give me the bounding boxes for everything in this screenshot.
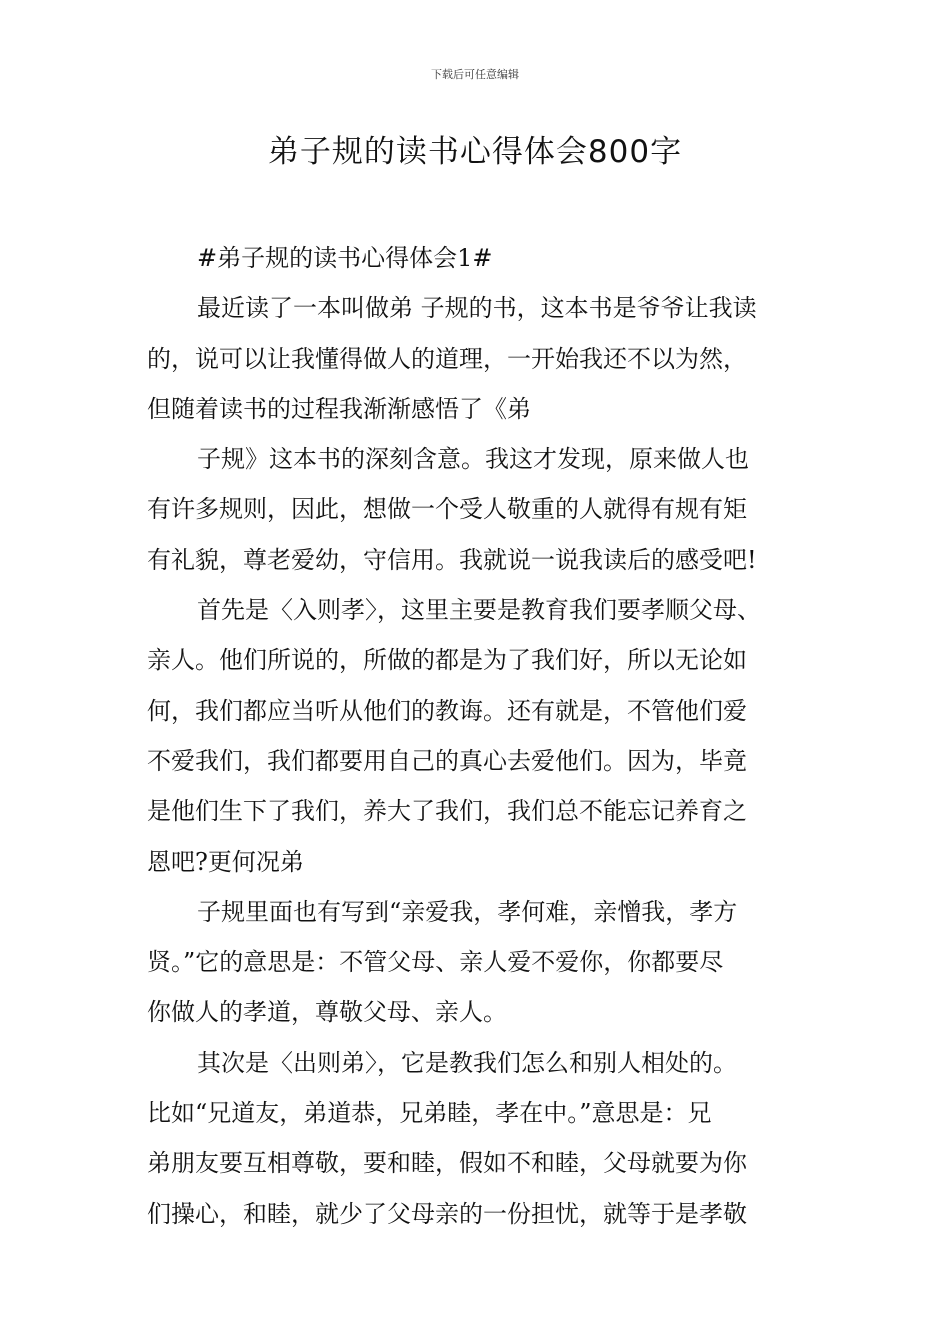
body-line: 首先是〈入则孝〉，这里主要是教育我们要孝顺父母、	[197, 596, 761, 625]
body-line: 恩吧?更何况弟	[147, 847, 304, 876]
body-line: 但随着读书的过程我渐渐感悟了《弟	[147, 394, 531, 423]
body-line: 你做人的孝道，尊敬父母、亲人。	[147, 998, 507, 1027]
body-line: #弟子规的读书心得体会1#	[197, 244, 493, 272]
body-line: 贤。”它的意思是：不管父母、亲人爱不爱你，你都要尽	[147, 948, 724, 977]
document-title: 弟子规的读书心得体会800字	[267, 134, 683, 170]
document-body	[147, 233, 807, 1239]
body-line: 比如“兄道友，弟道恭，兄弟睦，孝在中。”意思是：兄	[147, 1099, 712, 1128]
header-note: 下载后可任意编辑	[431, 68, 519, 81]
body-line: 的，说可以让我懂得做人的道理，一开始我还不以为然，	[147, 344, 747, 373]
body-line: 最近读了一本叫做弟 子规的书，这本书是爷爷让我读	[197, 294, 757, 323]
body-line: 有许多规则，因此，想做一个受人敬重的人就得有规有矩	[147, 495, 747, 524]
body-line: 子规里面也有写到“亲爱我，孝何难，亲憎我，孝方	[197, 897, 738, 926]
body-line: 何，我们都应当听从他们的教诲。还有就是，不管他们爱	[147, 696, 747, 725]
body-line: 弟朋友要互相尊敬，要和睦，假如不和睦，父母就要为你	[147, 1149, 747, 1178]
body-line: 有礼貌，尊老爱幼，守信用。我就说一说我读后的感受吧!	[147, 545, 757, 574]
body-line: 其次是〈出则弟〉，它是教我们怎么和别人相处的。	[197, 1048, 737, 1077]
body-line: 们操心，和睦，就少了父母亲的一份担忧，就等于是孝敬	[147, 1199, 747, 1228]
body-line: 是他们生下了我们，养大了我们，我们总不能忘记养育之	[147, 797, 747, 826]
body-line: 不爱我们，我们都要用自己的真心去爱他们。因为，毕竟	[147, 746, 747, 775]
body-line: 亲人。他们所说的，所做的都是为了我们好，所以无论如	[147, 646, 747, 675]
body-line: 子规》这本书的深刻含意。我这才发现，原来做人也	[197, 445, 749, 474]
